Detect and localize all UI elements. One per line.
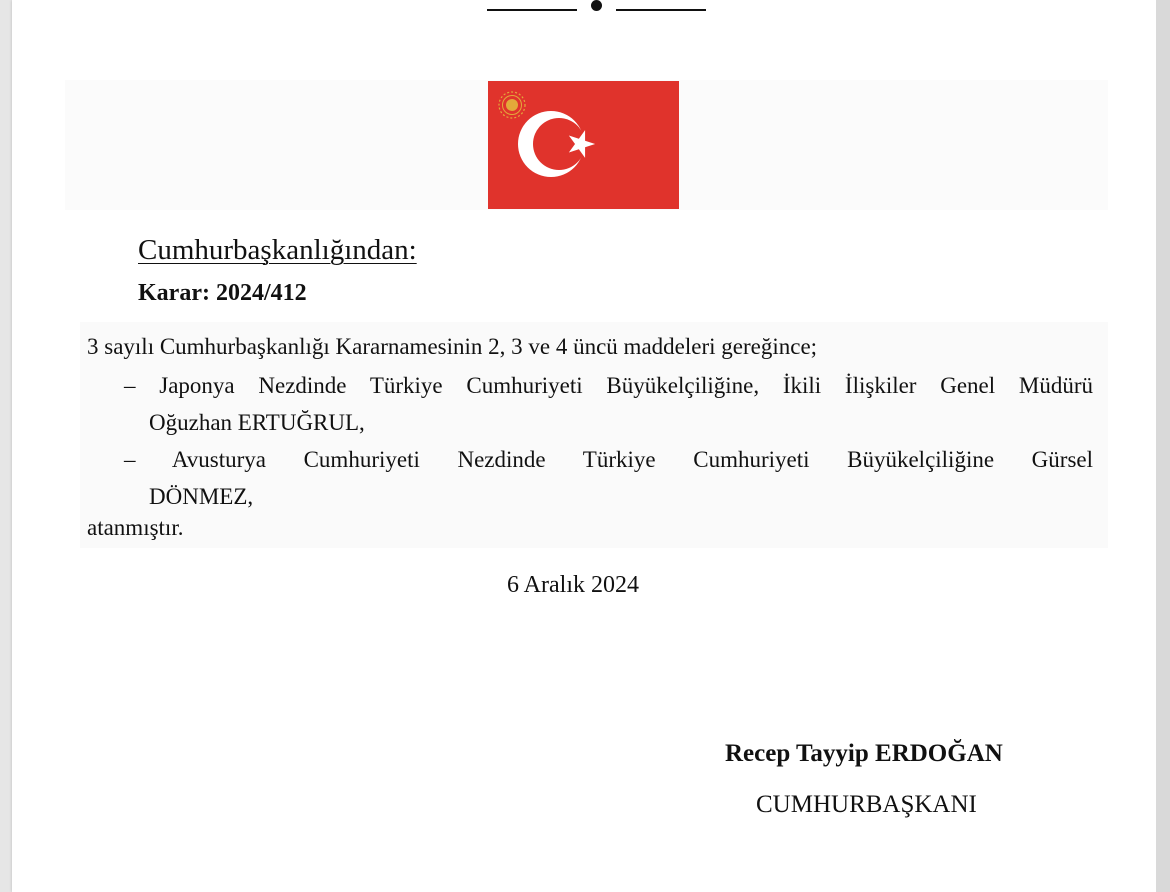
separator-line-left [487,9,577,11]
list-item [124,441,1093,515]
turkish-flag-icon [488,81,679,209]
list-item [124,367,1093,441]
separator-dot-icon [591,0,602,11]
closing-text: atanmıştır. [87,515,184,540]
list-item-name: DÖNMEZ, [149,484,254,509]
decision-number: Karar: 2024/412 [138,280,307,306]
intro-paragraph: 3 sayılı Cumhurbaşkanlığı Kararnamesinin 2, 3 ve 4 üncü maddeleri gereğince; [87,334,818,359]
decision-date: 6 Aralık 2024 [507,572,639,598]
list-item-line: – Japonya Nezdinde Türkiye Cumhuriyeti Büyükelçiliğine, İkili İlişkiler Genel Müdürü [124,373,1093,398]
list-item-line: – Avusturya Cumhuriyeti Nezdinde Türkiye Cumhuriyeti Büyükelçiliğine Gürsel [124,447,1093,472]
separator-line-right [616,9,706,11]
list-item-name: Oğuzhan ERTUĞRUL, [149,410,365,435]
signer-name: Recep Tayyip ERDOĞAN [725,740,1003,767]
signer-title: CUMHURBAŞKANI [756,791,977,818]
page-title: Cumhurbaşkanlığından: [138,234,417,266]
top-separator [487,0,707,20]
page-edge [1156,0,1170,892]
